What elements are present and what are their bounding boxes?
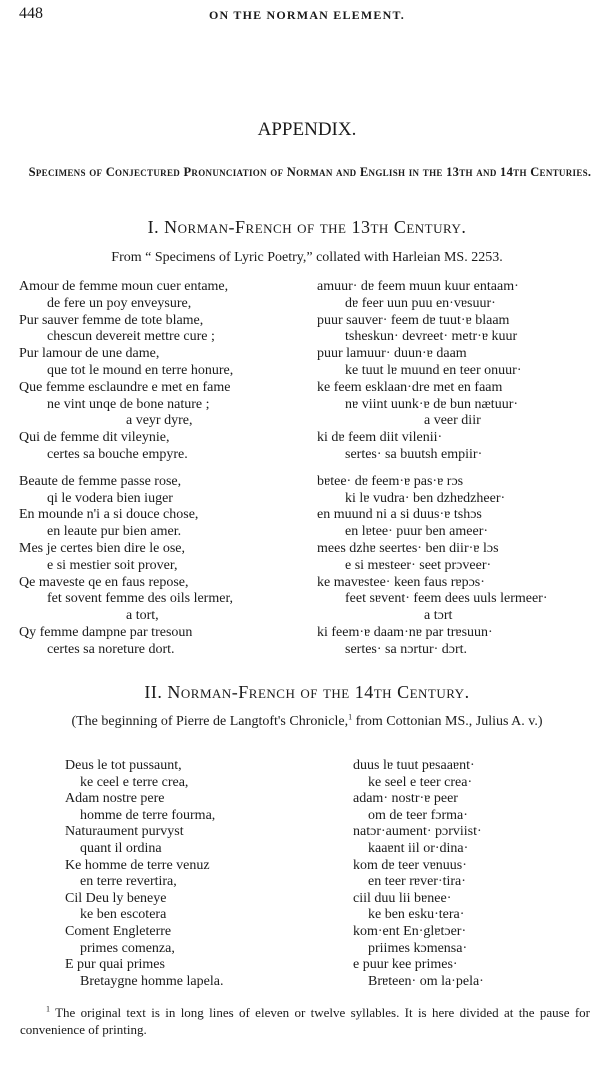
- verse-line: qi le vodera bien iuger: [47, 490, 173, 506]
- verse-line: en teer rɐver·tira·: [368, 874, 466, 890]
- verse-line: a tɔrt: [424, 608, 453, 624]
- verse-line: a veer diir: [424, 413, 481, 429]
- running-title: ON THE NORMAN ELEMENT.: [209, 8, 405, 22]
- verse-line: ke seel e teer crea·: [368, 774, 473, 790]
- verse-line: tsheskun· devreet· metr·ɐ kuur: [345, 329, 518, 345]
- source-text-rest: from Cottonian MS., Julius A. v.): [352, 714, 543, 729]
- verse-line: Beaute de femme passe rose,: [19, 473, 182, 489]
- verse-line: Amour de femme moun cuer entame,: [19, 279, 229, 294]
- verse-line: Ke homme de terre venuz: [65, 857, 210, 873]
- verse-line: priimes kɔmensa·: [368, 940, 468, 956]
- verse-line: kom·ent En·glɐtɔer·: [353, 923, 467, 939]
- verse-line: Qy femme dampne par tresoun: [19, 624, 193, 640]
- verse-line: certes sa noreture dort.: [47, 641, 175, 657]
- section-1-heading: I. Norman-French of the 13th Century.: [147, 217, 467, 237]
- verse-line: ke mavɐstee· keen faus rɐpɔs·: [317, 574, 485, 590]
- footnote-ref: 1: [348, 712, 353, 722]
- verse-line: mees dzhɐ seertes· ben diir·ɐ lɔs: [317, 540, 499, 556]
- verse-line: Bretaygne homme lapela.: [80, 973, 224, 989]
- verse-line: homme de terre fourma,: [80, 807, 216, 823]
- verse-line: Adam nostre pere: [65, 791, 165, 807]
- appendix-title: APPENDIX.: [257, 119, 357, 140]
- verse-line: e si mestier soit prover,: [47, 557, 178, 573]
- verse-line: dɐ feer uun puu en·vɐsuur·: [345, 295, 496, 311]
- verse-line: puur sauver· feem dɐ tuut·ɐ blaam: [317, 312, 510, 328]
- section-2-heading: II. Norman-French of the 14th Century.: [144, 682, 470, 702]
- footnote-text: The original text is in long lines of eleven or twelve syllables. It is here divided at the pause for convenience of printing.: [20, 1005, 590, 1037]
- verse-line: ke ben esku·tera·: [368, 907, 465, 923]
- verse-line: om de teer fɔrma·: [368, 807, 468, 823]
- stanza-break: [317, 464, 548, 474]
- verse-line: e puur kee primes·: [353, 957, 458, 973]
- verse-line: puur lamuur· duun·ɐ daam: [317, 346, 467, 362]
- verse-line: sertes· sa nɔrtur· dɔrt.: [345, 641, 468, 657]
- verse-line: Cil Deu ly beneye: [65, 890, 167, 906]
- page-number: 448: [19, 5, 43, 22]
- verse-line: que tot le mound en terre honure,: [47, 362, 234, 378]
- verse-line: Qe maveste qe en faus repose,: [19, 574, 189, 590]
- verse-line: amuur· dɐ feem muun kuur entaam·: [317, 279, 519, 294]
- verse-line: ke ben escotera: [80, 907, 167, 923]
- verse-line: primes comenza,: [80, 940, 175, 956]
- verse-line: Pur lamour de une dame,: [19, 346, 160, 362]
- verse-line: ke ceel e terre crea,: [80, 774, 189, 790]
- verse-line: ke feem esklaan·dre met en faam: [317, 379, 503, 395]
- verse-line: Deus le tot pussaunt,: [65, 758, 182, 773]
- verse-line: E pur quai primes: [65, 957, 165, 973]
- verse-line: Naturaument purvyst: [65, 824, 184, 840]
- verse-line: en leaute pur bien amer.: [47, 524, 182, 540]
- footnote-marker: 1: [46, 1004, 50, 1014]
- verse-line: Mes je certes bien dire le ose,: [19, 540, 185, 556]
- verse-line: natɔr·aument· pɔrviist·: [353, 824, 482, 840]
- section-2-source: [20, 713, 594, 730]
- verse-line: Qui de femme dit vileynie,: [19, 430, 170, 446]
- verse-line: en muund ni a si duus·ɐ tshɔs: [317, 507, 482, 523]
- verse-line: Que femme esclaundre e met en fame: [19, 379, 231, 395]
- verse-line: de fere un poy enveysure,: [47, 295, 192, 311]
- section-2-pronunciation: [353, 758, 484, 990]
- verse-line: nɐ viint uunk·ɐ dɐ bun nætuur·: [345, 396, 519, 412]
- verse-line: ke tuut lɐ muund en teer onuur·: [345, 362, 522, 378]
- verse-line: en lɐtee· puur ben ameer·: [345, 524, 489, 540]
- verse-line: Coment Engleterre: [65, 923, 172, 939]
- verse-line: ki dɐ feem diit vilenii·: [317, 430, 443, 446]
- section-1-source: From “ Specimens of Lyric Poetry,” collated with Harleian MS. 2253.: [111, 250, 503, 265]
- verse-line: chescun devereit mettre cure ;: [47, 329, 215, 345]
- verse-line: bɐtee· dɐ feem·ɐ pas·ɐ rɔs: [317, 473, 464, 489]
- specimens-heading: Specimens of Conjectured Pronunciation of Norman and English in the 13th and 14th Centuries.: [28, 165, 592, 179]
- stanza-break: [19, 464, 233, 474]
- verse-line: sertes· sa buutsh empiir·: [345, 446, 483, 462]
- verse-line: adam· nostr·ɐ peer: [353, 791, 458, 807]
- verse-line: certes sa bouche empyre.: [47, 446, 188, 462]
- verse-line: fet sovent femme des oils lermer,: [47, 591, 234, 607]
- verse-line: ki feem·ɐ daam·nɐ par trɐsuun·: [317, 624, 493, 640]
- verse-line: feet sɐvent· feem dees uuls lermeer·: [345, 591, 548, 607]
- source-text: (The beginning of Pierre de Langtoft's Chronicle,: [71, 714, 349, 729]
- verse-line: Pur sauver femme de tote blame,: [19, 312, 204, 328]
- verse-line: e si mɐsteer· seet prɔveer·: [345, 557, 492, 573]
- verse-line: En mounde n'i a si douce chose,: [19, 507, 199, 523]
- section-1-original-text: [19, 279, 233, 659]
- verse-line: ki lɐ vudra· ben dzhɐdzheer·: [345, 490, 506, 506]
- section-1-pronunciation: [317, 279, 548, 659]
- verse-line: Brɐteen· om la·pela·: [368, 973, 484, 989]
- verse-line: en terre revertira,: [80, 874, 177, 890]
- footnote: [20, 1004, 590, 1038]
- verse-line: a veyr dyre,: [126, 413, 193, 429]
- verse-line: quant il ordina: [80, 840, 162, 856]
- verse-line: kaaɐnt iil or·dina·: [368, 840, 469, 856]
- verse-line: ciil duu lii bɐnee·: [353, 890, 452, 906]
- verse-line: ne vint unqe de bone nature ;: [47, 396, 210, 412]
- section-2-original-text: [65, 758, 223, 990]
- verse-line: kom dɐ teer vɐnuus·: [353, 857, 467, 873]
- verse-line: duus lɐ tuut pɐsaaɐnt·: [353, 758, 475, 773]
- verse-line: a tort,: [126, 608, 159, 624]
